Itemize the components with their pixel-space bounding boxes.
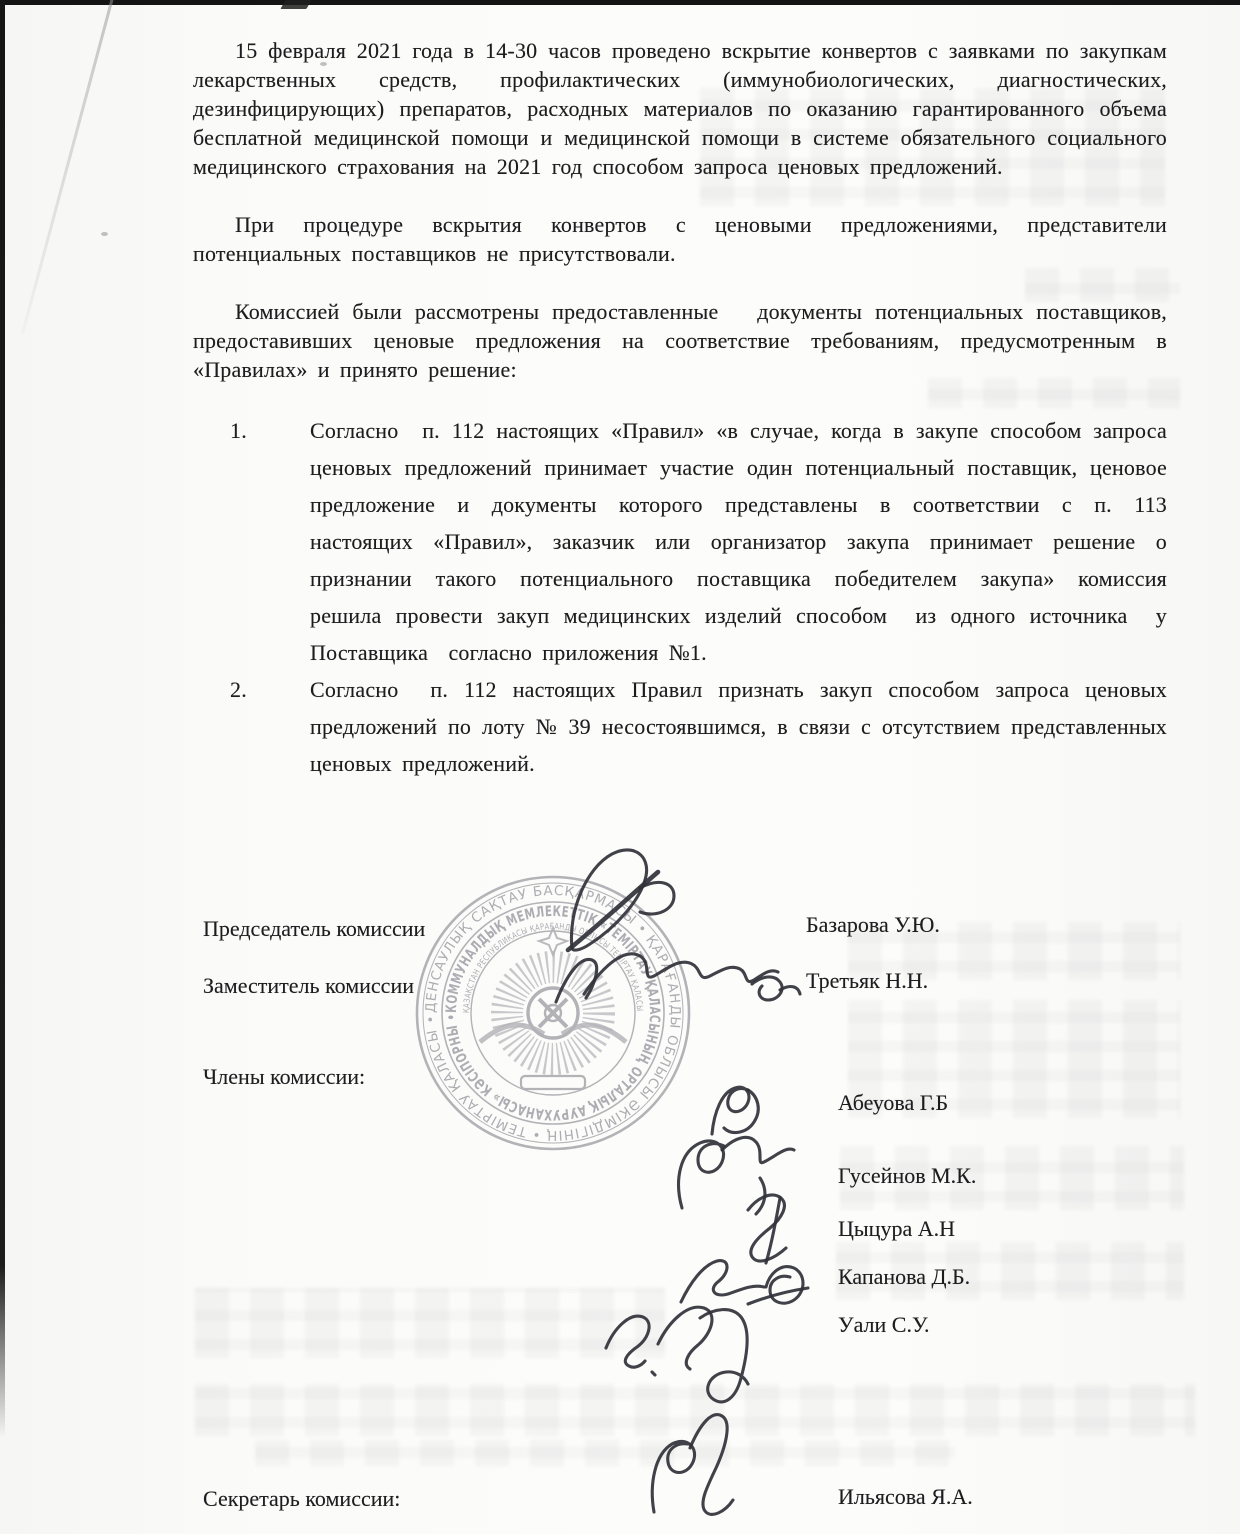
chairman-label: Председатель комиссии [203,916,426,941]
signature-chairman [568,850,674,950]
member-name-3: Цыцура А.Н [838,1216,955,1241]
stamp-emblem [480,928,626,1089]
decision-list [193,412,1167,782]
decision-item-2-number: 2. [230,677,247,702]
decision-item-2-text: Согласно п. 112 настоящих Правил признать закуп способом запроса ценовых предложений по лоту № 39 несостоявшимся, в связи с отсутствием представленных ценовых предложений. [310,677,1167,776]
scan-edge-left [0,0,5,1438]
paragraph-opening: 15 февраля 2021 года в 14-30 часов проведено вскрытие конвертов с заявками по закупкам лекарственных средств, профилактических (иммунобиологических, диагностических, дезинфицирующих) препаратов, расходных материалов по оказанию гарантированного объема бесплатной медицинской помощи и медицинской помощи в системе обязательного социального медицинского страхования на 2021 год способом запроса ценовых предложений. [193,38,1167,179]
member-name-2: Гусейнов М.К. [838,1163,977,1188]
decision-item-1-text: Согласно п. 112 настоящих «Правил» «в случае, когда в закупе способом запроса ценовых предложений принимает участие один потенциальный поставщик, ценовое предложение и документы которого представлены в соответствии с п. 113 настоящих «Правил», заказчик или организатор закупа принимает решение о признании такого потенциального поставщика победителем закупа» комиссия решила провести закуп медицинских изделий способом из одного источника у Поставщика согласно приложения №1. [310,418,1167,665]
decision-item-1 [193,412,1167,671]
signature-member-3 [748,1195,786,1263]
signature-secretary [652,1415,733,1515]
bleedthrough-block [195,1288,665,1358]
stamp-middle-ring-text: КОММУНАЛДЫҚ МЕМЛЕКЕТТІК «ТЕМІРТАУ ҚАЛАСЫНЫҢ ОРТАЛЫҚ АУРУХАНАСЫ» КӘСІПОРНЫ • [443,903,663,1123]
stamp-outer-ring-text: ДЕНСАУЛЫҚ САҚТАУ БАСҚАРМАСЫ • ҚАРАҒАНДЫ ОБЛЫСЫ ӘКІМДІГІНІҢ • ТЕМІРТАУ ҚАЛАСЫ • [422,882,684,1144]
secretary-label: Секретарь комиссии: [203,1486,401,1511]
bleedthrough-block [255,1440,955,1466]
deputy-label: Заместитель комиссии [203,973,414,998]
deputy-name: Третьяк Н.Н. [806,968,929,993]
signature-deputy [556,954,800,1002]
scan-crease [21,0,115,334]
signature-member-4 [681,1261,808,1304]
chairman-name: Базарова У.Ю. [806,912,940,937]
scan-speck [101,232,108,236]
decision-item-1-number: 1. [230,418,247,443]
signature-member-5 [606,1307,748,1402]
paragraph-attendance: При процедуре вскрытия конвертов с ценовыми предложениями, представители потенциальных поставщиков не присутствовали. [193,212,1167,266]
bleedthrough-block [195,1384,1195,1436]
member-name-5: Уали С.У. [838,1312,930,1337]
member-name-1: Абеуова Г.Б [838,1090,949,1115]
decision-item-2 [193,671,1167,782]
member-name-4: Капанова Д.Б. [838,1264,971,1289]
members-label: Члены комиссии: [203,1064,366,1089]
official-stamp [417,877,689,1149]
stamp-inner-arc-text: ҚАЗАҚСТАН РЕСПУБЛИКАСЫ ҚАРАҒАНДЫ ОБЛЫСЫ ТЕМІРТАУ ҚАЛАСЫ [461,921,645,1014]
signature-member-1 [712,1087,758,1134]
paragraph-decision-intro: Комиссией были рассмотрены предоставленные документы потенциальных поставщиков, предоставивших ценовые предложения на соответствие требованиям, предусмотренным в «Правилах» и принято решение: [193,299,1167,382]
secretary-name: Ильясова Я.А. [838,1484,973,1509]
scan-smudge [280,0,311,9]
signature-member-2 [679,1137,794,1214]
document-body [193,36,1167,782]
scan-edge-top [0,0,1240,5]
